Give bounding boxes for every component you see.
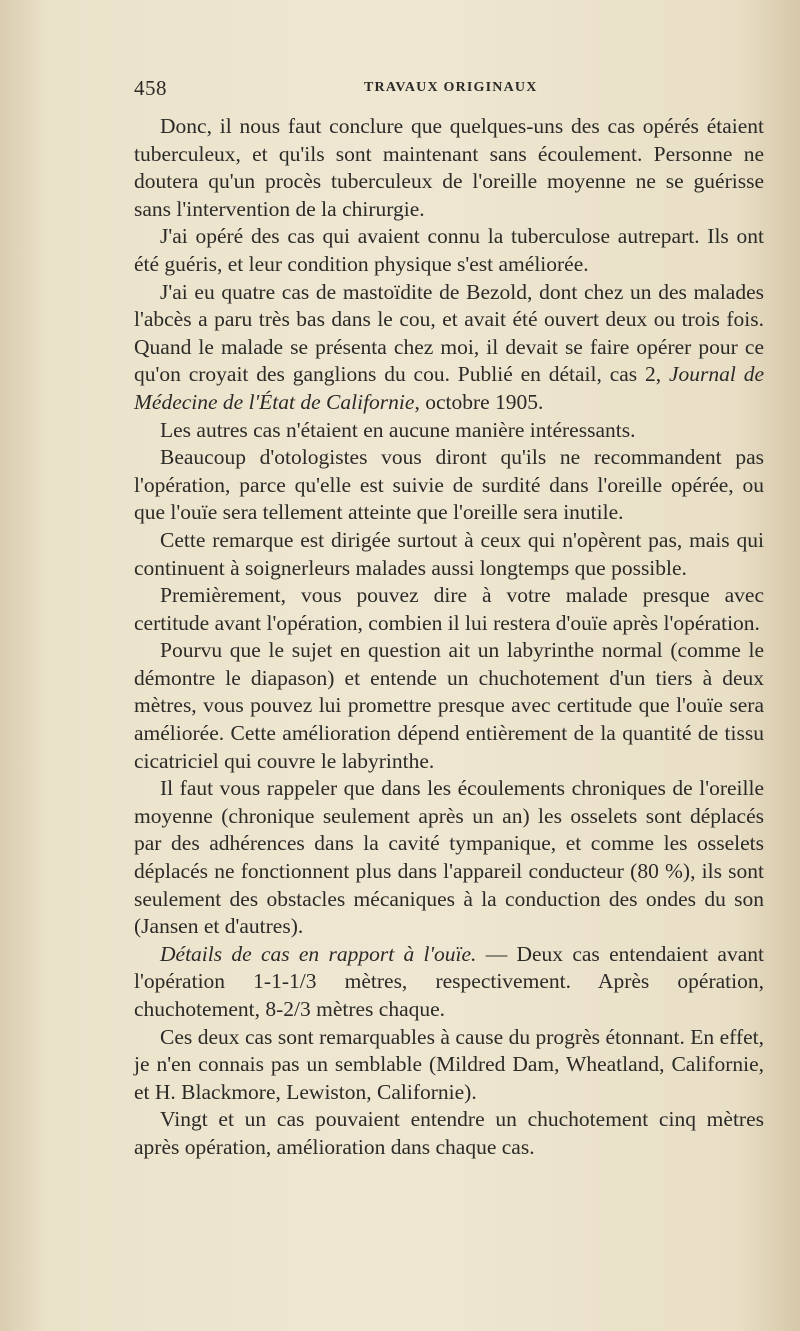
paragraph-text: J'ai eu quatre cas de mastoïdite de Bezold, dont chez un des malades l'abcès a paru très bas dans le cou, et avait été ouvert deux ou trois fois. Quand le malade se présenta chez moi, il devait se faire opérer pour ce qu'on croyait des ganglions du cou. Publié en détail, cas 2, [134,279,764,387]
paragraph-text: , octobre 1905. [414,389,544,414]
running-title: TRAVAUX ORIGINAUX [364,80,538,95]
paragraph-text: Pourvu que le sujet en question ait un labyrinthe normal (comme le démontre le diapason) et entende un chuchotement d'un tiers à deux mètres, vous pouvez lui promettre presque avec certitude que l'ouïe sera améliorée. Cette amélioration dépend entièrement de la quantité de tissu cicatriciel qui couvre le labyrinthe. [134,638,764,773]
page-number: 458 [134,76,167,100]
section-run-in-heading: Détails de cas en rapport à l'ouïe. [160,941,477,966]
journal-title: Journal de Médecine de l'État de Californie [134,362,764,414]
paragraph [134,113,764,223]
paragraph-text: Beaucoup d'otologistes vous diront qu'ils ne recommandent pas l'opération, parce qu'elle est suivie de surdité dans l'oreille opérée, ou que l'ouïe sera tellement atteinte que l'oreille sera inutile. [134,445,764,525]
paragraph-text: Premièrement, vous pouvez dire à votre malade presque avec certitude avant l'opération, combien il lui restera d'ouïe après l'opération. [134,583,764,635]
paragraph [134,941,764,1024]
paragraph [134,444,764,527]
paragraph [134,582,764,637]
body-text [134,113,764,1162]
paragraph-text: Il faut vous rappeler que dans les écoulements chroniques de l'oreille moyenne (chronique seulement après un an) les osselets sont déplacés par des adhérences dans la cavité tympanique, et comme les osselets déplacés ne fonctionnent plus dans l'appareil conducteur (80 %), ils sont seulement des obstacles mécaniques à la conduction des ondes du son (Jansen et d'autres). [134,776,764,939]
paragraph [134,279,764,417]
paragraph-text: Cette remarque est dirigée surtout à ceux qui n'opèrent pas, mais qui continuent à soignerleurs malades aussi longtemps que possible. [134,527,764,580]
paragraph-text: Donc, il nous faut conclure que quelques-uns des cas opérés étaient tuberculeux, et qu'ils sont maintenant sans écoulement. Personne ne doutera qu'un procès tuberculeux de l'oreille moyenne ne se guérisse sans l'intervention de la chirurgie. [134,114,764,221]
paragraph [134,775,764,941]
paragraph-text: — Deux cas entendaient avant l'opération 1-1-1/3 mètres, respectivement. Après opération, chuchotement, 8-2/3 mètres chaque. [134,941,764,1021]
paragraph-text: Vingt et un cas pouvaient entendre un chuchotement cinq mètres après opération, amélioration dans chaque cas. [134,1107,764,1159]
paragraph-text: Les autres cas n'étaient en aucune manière intéressants. [160,417,636,442]
paragraph [134,637,764,775]
paragraph [134,417,764,445]
running-head [134,76,764,102]
paragraph-text: J'ai opéré des cas qui avaient connu la tuberculose autrepart. Ils ont été guéris, et leur condition physique s'est améliorée. [134,224,764,276]
paragraph [134,1024,764,1107]
paragraph [134,223,764,278]
paragraph-text: Ces deux cas sont remarquables à cause du progrès étonnant. En effet, je n'en connais pas un semblable (Mildred Dam, Wheatland, Californie, et H. Blackmore, Lewiston, Californie). [134,1024,764,1104]
paragraph [134,527,764,582]
paragraph [134,1106,764,1161]
